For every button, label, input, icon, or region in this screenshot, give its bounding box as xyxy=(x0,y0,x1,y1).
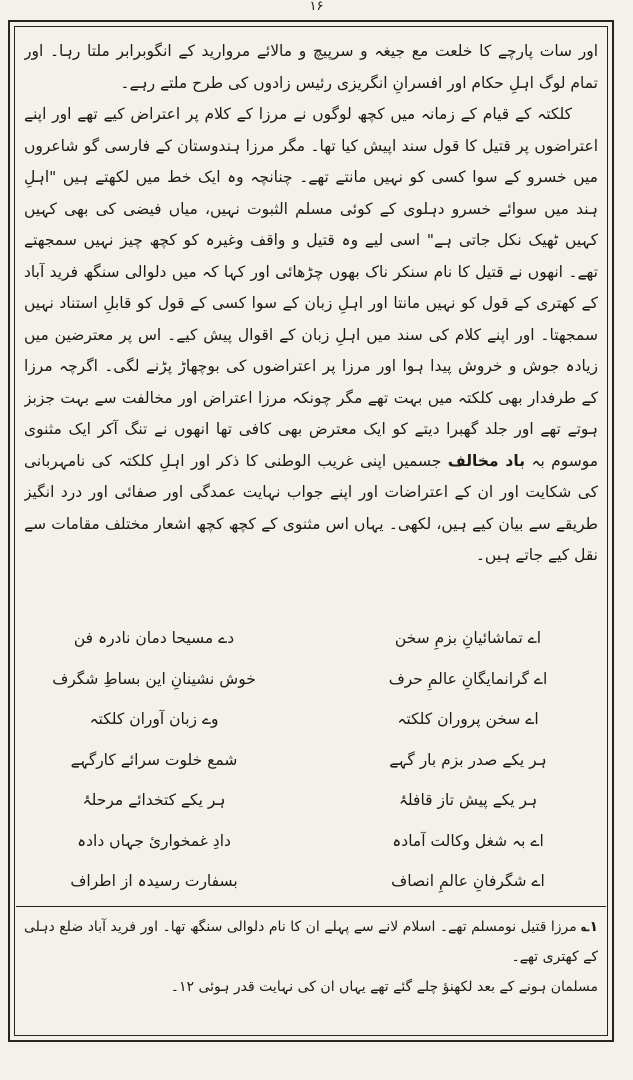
verse-couplet xyxy=(24,659,598,700)
misra-second: شمع خلوت سرائے کارگہے xyxy=(70,750,238,769)
mathnavi-title: باد مخالف xyxy=(447,451,526,470)
misra-first: اے شگرفانِ عالمِ انصاف xyxy=(391,872,545,891)
paragraph: کلکتہ کے قیام کے زمانہ میں کچھ لوگوں نے مرزا کے کلام پر اعتراض کیے تھے اور اپنے اعتراضوں پر قتیل کا قول سند اپیش کیا تھا۔ مگر مرزا ہندوستان کے فارسی گو شاعروں میں خسرو کے سوا کسی کو نہیں مانتے تھے۔ چنانچہ وہ ایک خط میں لکھتے ہیں "اہلِ ہند میں سوائے خسرو دہلوی کے کوئی مسلم الثبوت نہیں، میاں فیضی کی بھی کہیں کہیں ٹھیک نکل جاتی ہے" اسی لیے وہ قتیل و واقف وغیرہ کو کچھ چیز نہیں سمجھتے تھے۔ انھوں نے قتیل کا نام سنکر ناک بھوں چڑھائی اور کہا کہ میں دلوالی سنگھ فرید آباد کے کھتری کے قول کو نہیں مانتا اور اہلِ زبان کے سوا کسی کے قول کو قابلِ استناد نہیں سمجھتا۔ اور اپنے کلام کی سند میں اہلِ زبان کے اقوال پیش کیے۔ اس پر معترضین میں زیادہ جوش و خروش پیدا ہوا اور مرزا پر اعتراضوں کی بوچھاڑ پڑنے لگی۔ اگرچہ مرزا کے طرفدار بھی کلکتہ میں بہت تھے مگر چونکہ مرزا اعتراض اور مخالفت سے بہت جزبز ہوتے تھے اور جلد گھبرا دیتے کو ایک معترض بھی کافی تھا انھوں نے تنگ آکر ایک مثنوی موسوم بہ باد مخالف جسمیں اپنی غریب الوطنی کا ذکر اور اہلِ کلکتہ کی نامہربانی کی شکایت اور ان کے اعتراضات اور اپنے جواب نہایت عمدگی اور صفائی اور درد انگیز طریقے سے بیان کیے ہیں، لکھی۔ یہاں اس مثنوی کے کچھ کچھ اشعار مختلف مقامات سے نقل کیے جاتے ہیں۔ xyxy=(24,105,598,564)
verse-couplet xyxy=(24,861,598,902)
page-number: ۱۶ xyxy=(309,0,324,14)
misra-first: ہر یکے پیش تاز قافلۂ xyxy=(398,791,538,810)
verse-couplet xyxy=(24,780,598,821)
footnote-marker: ۱؎ xyxy=(581,919,598,935)
misra-first: اے بہ شغل وکالت آمادہ xyxy=(392,831,544,850)
misra-second: وے زبان آوران کلکتہ xyxy=(89,710,219,729)
misra-second: دادِ غمخوارئ جہاں دادہ xyxy=(77,831,231,850)
misra-first: اے تماشائیانِ بزمِ سخن xyxy=(394,629,542,648)
footnote-divider xyxy=(16,906,606,907)
verse-couplet xyxy=(24,740,598,781)
footnote-line xyxy=(24,912,598,972)
footnote-line: مسلمان ہونے کے بعد لکھنؤ چلے گئے تھے یہاں ان کی نہایت قدر ہوئی ۱۲۔ xyxy=(170,979,598,995)
body-text xyxy=(24,36,598,596)
verse-couplet xyxy=(24,618,598,659)
footnote xyxy=(24,912,598,1030)
verse-couplet xyxy=(24,821,598,862)
verse-block xyxy=(24,618,598,904)
paragraph: اور سات پارچے کا خلعت مع جیغہ و سرپیچ و مالائے مروارید کے انگوبرابر ملتا رہا۔ اور تمام لوگ اہلِ حکام اور افسرانِ انگریزی رئیس زادوں کی طرح ملتے رہے۔ xyxy=(24,42,598,92)
misra-second: بسفارت رسیدہ از اطراف xyxy=(70,872,238,891)
misra-second: خوش نشینانِ این بساطِ شگرف xyxy=(52,669,256,688)
misra-second: دے مسیحا دمان نادرہ فن xyxy=(73,629,235,648)
misra-first: اے گرانمایگانِ عالمِ حرف xyxy=(388,669,548,688)
misra-first: اے سخن پروران کلکتہ xyxy=(397,710,539,729)
misra-second: ہر یکے کتخدائے مرحلۂ xyxy=(82,791,226,810)
footnote-text: مرزا قتیل نومسلم تھے۔ اسلام لانے سے پہلے ان کا نام دلوالی سنگھ تھا۔ اور فرید آباد ضلع دہلی کے کھتری تھے۔ xyxy=(24,919,598,965)
verse-couplet xyxy=(24,699,598,740)
misra-first: ہر یکے صدر بزم بار گہے xyxy=(389,750,547,769)
